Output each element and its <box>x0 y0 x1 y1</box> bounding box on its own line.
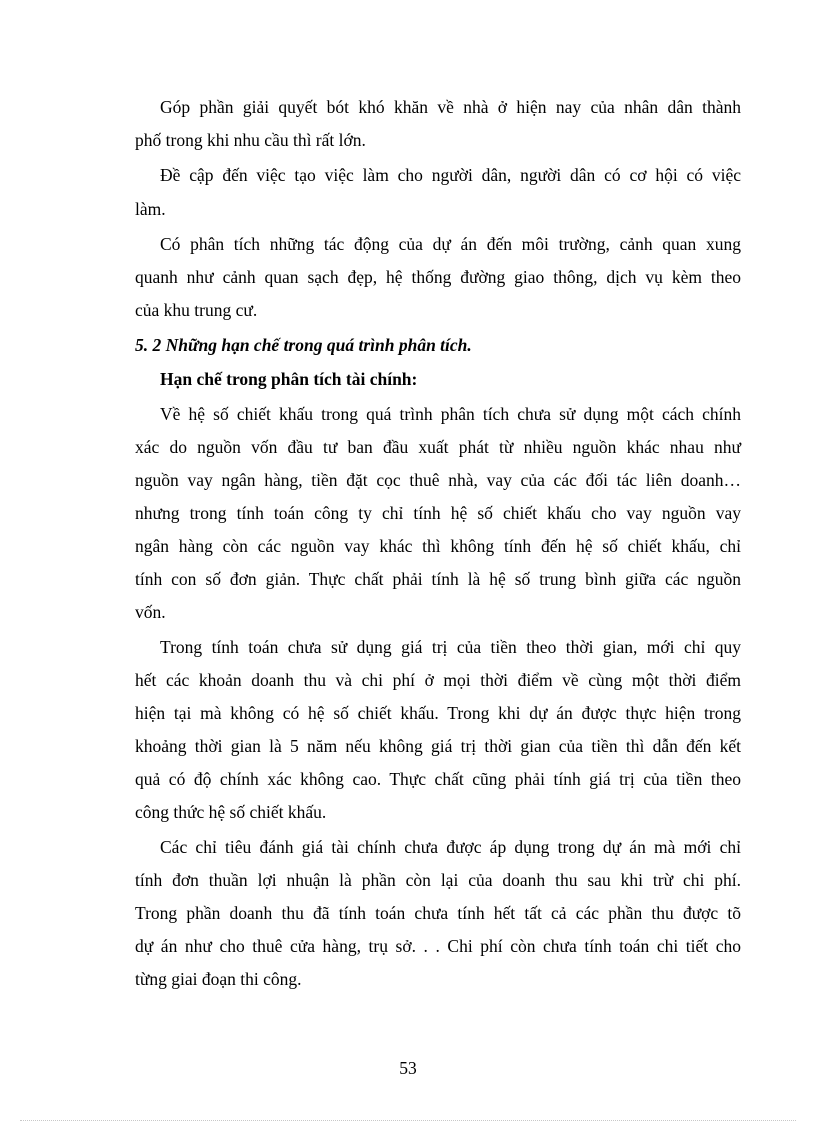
page-number: 53 <box>399 1058 417 1078</box>
paragraph-4-line-1: Về hệ số chiết khấu trong quá trình phân tích chưa sử dụng một cách chính <box>160 404 741 424</box>
paragraph-3-line-2: quanh như cảnh quan sạch đẹp, hệ thống đường giao thông, dịch vụ kèm theo <box>135 267 741 287</box>
paragraph-4-line-5: ngân hàng còn các nguồn vay khác thì không tính đến hệ số chiết khấu, chỉ <box>135 536 741 556</box>
paragraph-6-line-3: Trong phần doanh thu đã tính toán chưa tính hết tất cả các phần thu được tõ <box>135 903 741 923</box>
paragraph-2-line-2: làm. <box>135 199 166 219</box>
paragraph-5-line-3: hiện tại mà không có hệ số chiết khấu. Trong khi dự án được thực hiện trong <box>135 703 741 723</box>
paragraph-6-line-1: Các chỉ tiêu đánh giá tài chính chưa được áp dụng trong dự án mà mới chỉ <box>160 837 741 857</box>
page-bottom-divider <box>20 1120 796 1121</box>
paragraph-4-line-4: nhưng trong tính toán công ty chỉ tính hệ số chiết khấu cho vay nguồn vay <box>135 503 741 523</box>
paragraph-1-line-2: phố trong khi nhu cầu thì rất lớn. <box>135 130 366 150</box>
paragraph-4-line-6: tính con số đơn giản. Thực chất phải tính là hệ số trung bình giữa các nguồn <box>135 569 741 589</box>
paragraph-5-line-4: khoảng thời gian là 5 năm nếu không giá trị thời gian của tiền thì dẫn đến kết <box>135 736 741 756</box>
paragraph-3-line-1: Có phân tích những tác động của dự án đến môi trường, cảnh quan xung <box>160 234 741 254</box>
paragraph-6-line-2: tính đơn thuần lợi nhuận là phần còn lại của doanh thu sau khi trừ chi phí. <box>135 870 741 890</box>
paragraph-3-line-3: của khu trung cư. <box>135 300 258 320</box>
paragraph-6-line-5: từng giai đoạn thi công. <box>135 969 302 989</box>
paragraph-5-line-6: công thức hệ số chiết khấu. <box>135 802 327 822</box>
paragraph-5-line-5: quả có độ chính xác không cao. Thực chất cũng phải tính giá trị của tiền theo <box>135 769 741 789</box>
paragraph-5-line-1: Trong tính toán chưa sử dụng giá trị của tiền theo thời gian, mới chỉ quy <box>160 637 741 657</box>
subheading: Hạn chế trong phân tích tài chính: <box>160 369 418 389</box>
paragraph-4-line-2: xác do nguồn vốn đầu tư ban đầu xuất phát từ nhiều nguồn khác nhau như <box>135 437 741 457</box>
paragraph-2-line-1: Đề cập đến việc tạo việc làm cho người dân, người dân có cơ hội có việc <box>160 165 741 185</box>
paragraph-6-line-4: dự án như cho thuê cửa hàng, trụ sở. . . Chi phí còn chưa tính toán chi tiết cho <box>135 936 741 956</box>
paragraph-1-line-1: Góp phần giải quyết bót khó khăn về nhà ở hiện nay của nhân dân thành <box>160 97 741 117</box>
section-heading: 5. 2 Những hạn chế trong quá trình phân tích. <box>135 335 472 355</box>
paragraph-4-line-7: vốn. <box>135 602 166 622</box>
paragraph-5-line-2: hết các khoản doanh thu và chi phí ở mọi thời điểm về cùng một thời điểm <box>135 670 741 690</box>
paragraph-4-line-3: nguồn vay ngân hàng, tiền đặt cọc thuê nhà, vay của các đối tác liên doanh… <box>135 470 741 490</box>
